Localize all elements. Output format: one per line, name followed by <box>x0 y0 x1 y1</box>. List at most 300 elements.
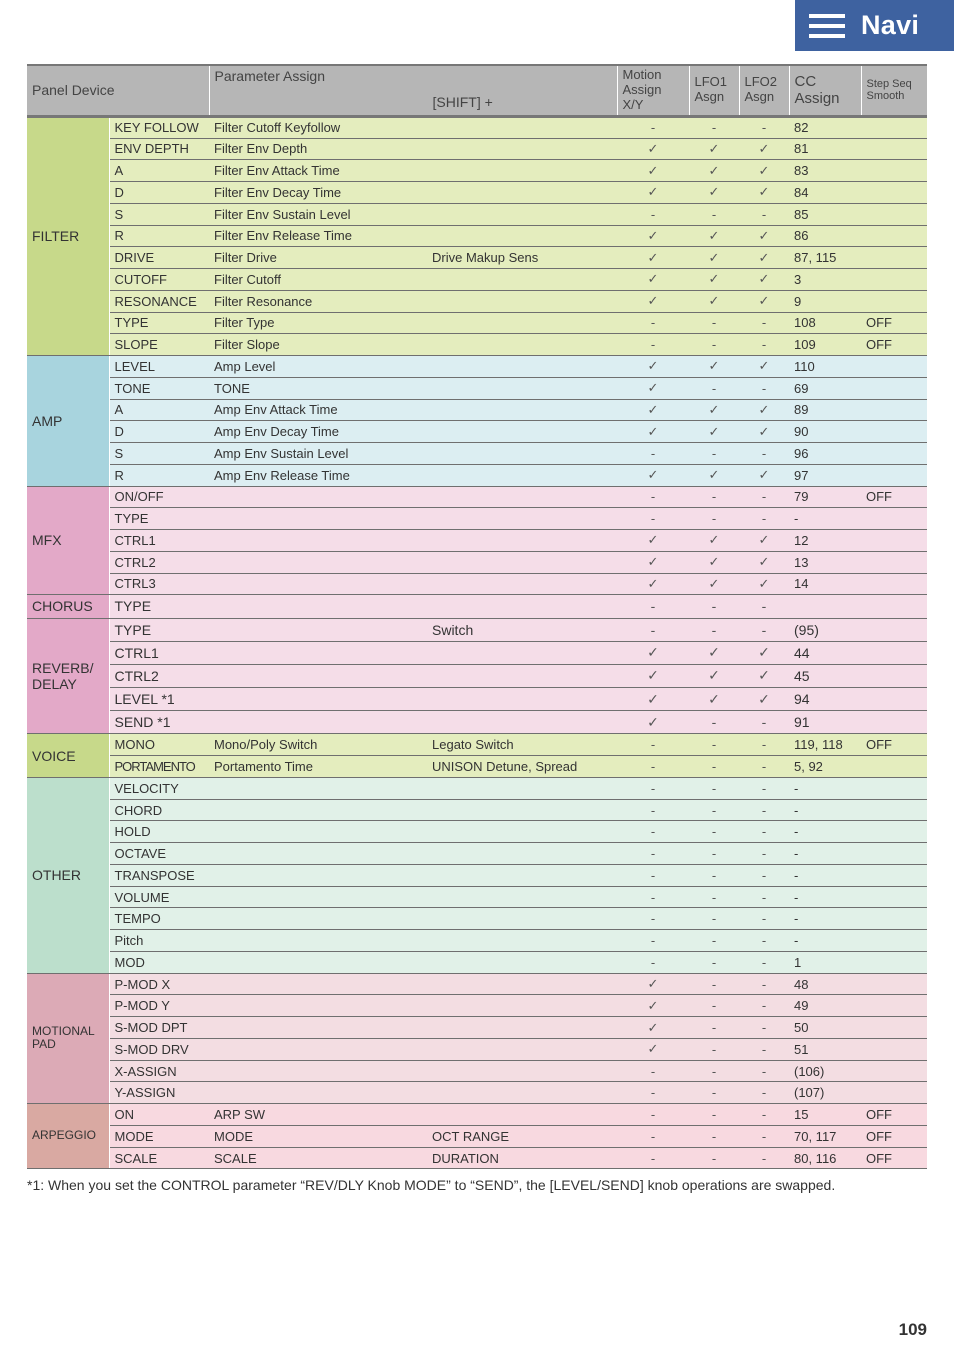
cc-cell: 86 <box>789 225 861 247</box>
smooth-cell <box>861 777 927 799</box>
device-cell: S <box>109 203 209 225</box>
motion-cell: - <box>617 1125 689 1147</box>
shift-cell <box>427 443 617 465</box>
device-cell: Pitch <box>109 930 209 952</box>
lfo2-cell: ✓ <box>739 269 789 291</box>
cc-cell: 84 <box>789 182 861 204</box>
lfo2-cell: ✓ <box>739 356 789 378</box>
lfo1-cell: - <box>689 1125 739 1147</box>
shift-cell <box>427 908 617 930</box>
lfo1-cell: - <box>689 377 739 399</box>
lfo1-cell: ✓ <box>689 664 739 687</box>
assign-cell <box>209 530 427 552</box>
lfo2-cell: - <box>739 995 789 1017</box>
shift-cell <box>427 160 617 182</box>
smooth-cell: OFF <box>861 1147 927 1169</box>
lfo2-cell: - <box>739 1082 789 1104</box>
lfo2-cell: - <box>739 711 789 734</box>
lfo2-cell: ✓ <box>739 464 789 486</box>
table-row <box>27 664 927 687</box>
cc-cell: 12 <box>789 530 861 552</box>
cc-cell: 109 <box>789 334 861 356</box>
header-cc-assign: CC Assign <box>789 65 861 116</box>
lfo2-cell: - <box>739 930 789 952</box>
device-cell: CTRL1 <box>109 530 209 552</box>
motion-cell: - <box>617 843 689 865</box>
shift-cell: Switch <box>427 618 617 641</box>
motion-cell: ✓ <box>617 1038 689 1060</box>
cc-cell: 51 <box>789 1038 861 1060</box>
shift-cell <box>427 886 617 908</box>
table-row <box>27 312 927 334</box>
cc-cell: (95) <box>789 618 861 641</box>
smooth-cell <box>861 688 927 711</box>
motion-cell: ✓ <box>617 138 689 160</box>
motion-cell: ✓ <box>617 711 689 734</box>
lfo2-cell: - <box>739 443 789 465</box>
table-row <box>27 356 927 378</box>
motion-cell: ✓ <box>617 225 689 247</box>
group-label: REVERB/ DELAY <box>27 618 109 734</box>
assign-cell <box>209 618 427 641</box>
lfo2-cell: - <box>739 908 789 930</box>
table-row <box>27 1017 927 1039</box>
menu-icon <box>809 11 845 41</box>
assign-cell <box>209 1017 427 1039</box>
lfo1-cell: ✓ <box>689 551 739 573</box>
shift-cell <box>427 1038 617 1060</box>
lfo1-cell: ✓ <box>689 530 739 552</box>
smooth-cell <box>861 799 927 821</box>
assign-cell <box>209 1082 427 1104</box>
device-cell: TYPE <box>109 595 209 618</box>
device-cell: S-MOD DPT <box>109 1017 209 1039</box>
lfo1-cell: - <box>689 595 739 618</box>
header-shift: [SHIFT] + <box>432 93 493 110</box>
header-parameter-assign-label: Parameter Assign <box>214 68 325 84</box>
device-cell: Y-ASSIGN <box>109 1082 209 1104</box>
lfo1-cell: - <box>689 734 739 756</box>
lfo1-cell: - <box>689 1017 739 1039</box>
lfo2-cell: - <box>739 334 789 356</box>
device-cell: CTRL3 <box>109 573 209 595</box>
lfo1-cell: - <box>689 799 739 821</box>
lfo2-cell: - <box>739 734 789 756</box>
smooth-cell <box>861 443 927 465</box>
assign-cell: Amp Level <box>209 356 427 378</box>
cc-cell: - <box>789 886 861 908</box>
shift-cell <box>427 664 617 687</box>
motion-cell: ✓ <box>617 290 689 312</box>
lfo1-cell: ✓ <box>689 688 739 711</box>
assign-cell: ARP SW <box>209 1104 427 1126</box>
cc-cell: - <box>789 908 861 930</box>
group-label: MFX <box>27 486 109 595</box>
shift-cell <box>427 551 617 573</box>
lfo2-cell: - <box>739 886 789 908</box>
lfo1-cell: ✓ <box>689 421 739 443</box>
assign-cell: Filter Env Sustain Level <box>209 203 427 225</box>
motion-cell: ✓ <box>617 182 689 204</box>
assign-cell <box>209 930 427 952</box>
assign-cell: Filter Env Depth <box>209 138 427 160</box>
cc-cell: 49 <box>789 995 861 1017</box>
cc-cell: - <box>789 843 861 865</box>
lfo1-cell: ✓ <box>689 247 739 269</box>
lfo2-cell: - <box>739 777 789 799</box>
motion-cell: - <box>617 312 689 334</box>
shift-cell <box>427 464 617 486</box>
device-cell: MONO <box>109 734 209 756</box>
table-row <box>27 1038 927 1060</box>
assign-cell: TONE <box>209 377 427 399</box>
motion-cell: ✓ <box>617 247 689 269</box>
motion-cell: - <box>617 334 689 356</box>
smooth-cell <box>861 1082 927 1104</box>
cc-cell: 89 <box>789 399 861 421</box>
lfo2-cell: - <box>739 799 789 821</box>
device-cell: TEMPO <box>109 908 209 930</box>
motion-cell: - <box>617 595 689 618</box>
cc-cell: 1 <box>789 951 861 973</box>
device-cell: P-MOD X <box>109 973 209 995</box>
shift-cell: UNISON Detune, Spread <box>427 756 617 778</box>
assign-cell <box>209 886 427 908</box>
lfo1-cell: - <box>689 973 739 995</box>
shift-cell <box>427 641 617 664</box>
device-cell: SLOPE <box>109 334 209 356</box>
device-cell: A <box>109 160 209 182</box>
group-label: CHORUS <box>27 595 109 618</box>
cc-cell: 69 <box>789 377 861 399</box>
table-row <box>27 688 927 711</box>
assign-cell: SCALE <box>209 1147 427 1169</box>
device-cell: R <box>109 225 209 247</box>
smooth-cell <box>861 1060 927 1082</box>
lfo1-cell: - <box>689 777 739 799</box>
table-row <box>27 799 927 821</box>
assign-cell <box>209 1060 427 1082</box>
smooth-cell <box>861 269 927 291</box>
lfo2-cell: - <box>739 508 789 530</box>
table-body <box>27 116 927 1169</box>
motion-cell: - <box>617 443 689 465</box>
group-label: ARPEGGIO <box>27 1104 109 1169</box>
table-row <box>27 595 927 618</box>
assign-cell <box>209 664 427 687</box>
header-lfo2: LFO2 Asgn <box>739 65 789 116</box>
assign-cell <box>209 995 427 1017</box>
table-row <box>27 777 927 799</box>
device-cell: S-MOD DRV <box>109 1038 209 1060</box>
cc-cell: 87, 115 <box>789 247 861 269</box>
smooth-cell <box>861 116 927 138</box>
shift-cell <box>427 116 617 138</box>
lfo1-cell: - <box>689 756 739 778</box>
lfo1-cell: - <box>689 486 739 508</box>
assign-cell <box>209 864 427 886</box>
smooth-cell <box>861 508 927 530</box>
cc-cell: 50 <box>789 1017 861 1039</box>
shift-cell <box>427 573 617 595</box>
group-label: FILTER <box>27 116 109 355</box>
shift-cell <box>427 356 617 378</box>
table-row <box>27 734 927 756</box>
lfo2-cell: ✓ <box>739 138 789 160</box>
table-row <box>27 486 927 508</box>
cc-cell: 97 <box>789 464 861 486</box>
lfo1-cell: - <box>689 1060 739 1082</box>
lfo2-cell: - <box>739 1125 789 1147</box>
cc-cell: (107) <box>789 1082 861 1104</box>
cc-cell: 45 <box>789 664 861 687</box>
assign-cell <box>209 595 427 618</box>
device-cell: ON/OFF <box>109 486 209 508</box>
lfo2-cell: - <box>739 595 789 618</box>
header-step-seq-smooth: Step Seq Smooth <box>861 65 927 116</box>
header-parameter-assign <box>209 65 617 116</box>
table-row <box>27 1082 927 1104</box>
table-row <box>27 973 927 995</box>
motion-cell: - <box>617 508 689 530</box>
lfo2-cell: ✓ <box>739 641 789 664</box>
assign-cell: Filter Cutoff <box>209 269 427 291</box>
smooth-cell <box>861 886 927 908</box>
shift-cell <box>427 973 617 995</box>
shift-cell <box>427 951 617 973</box>
smooth-cell <box>861 951 927 973</box>
lfo2-cell: ✓ <box>739 160 789 182</box>
cc-cell: 80, 116 <box>789 1147 861 1169</box>
device-cell: D <box>109 182 209 204</box>
assign-cell <box>209 799 427 821</box>
assign-cell: Filter Resonance <box>209 290 427 312</box>
cc-cell: 108 <box>789 312 861 334</box>
assign-cell: Filter Slope <box>209 334 427 356</box>
table-row <box>27 116 927 138</box>
smooth-cell <box>861 421 927 443</box>
cc-cell: 94 <box>789 688 861 711</box>
lfo2-cell: - <box>739 1017 789 1039</box>
device-cell: CTRL2 <box>109 551 209 573</box>
cc-cell: (106) <box>789 1060 861 1082</box>
table-row <box>27 247 927 269</box>
header-motion-assign: Motion Assign X/Y <box>617 65 689 116</box>
lfo2-cell: - <box>739 618 789 641</box>
group-label: OTHER <box>27 777 109 973</box>
motion-cell: - <box>617 486 689 508</box>
device-cell: TYPE <box>109 508 209 530</box>
assign-cell: Mono/Poly Switch <box>209 734 427 756</box>
shift-cell <box>427 688 617 711</box>
group-label: MOTIONAL PAD <box>27 973 109 1104</box>
table-row <box>27 508 927 530</box>
navi-button[interactable] <box>795 0 954 51</box>
lfo1-cell: - <box>689 821 739 843</box>
assign-cell <box>209 1038 427 1060</box>
cc-cell: 91 <box>789 711 861 734</box>
device-cell: VELOCITY <box>109 777 209 799</box>
lfo2-cell: - <box>739 312 789 334</box>
cc-cell: - <box>789 508 861 530</box>
motion-cell: ✓ <box>617 160 689 182</box>
smooth-cell <box>861 756 927 778</box>
group-label: VOICE <box>27 734 109 778</box>
lfo1-cell: ✓ <box>689 464 739 486</box>
smooth-cell <box>861 973 927 995</box>
assign-cell <box>209 641 427 664</box>
header-lfo1: LFO1 Asgn <box>689 65 739 116</box>
motion-cell: - <box>617 951 689 973</box>
motion-cell: ✓ <box>617 688 689 711</box>
assign-cell <box>209 573 427 595</box>
device-cell: X-ASSIGN <box>109 1060 209 1082</box>
smooth-cell <box>861 573 927 595</box>
lfo2-cell: - <box>739 973 789 995</box>
assign-cell: Filter Drive <box>209 247 427 269</box>
device-cell: S <box>109 443 209 465</box>
lfo2-cell: ✓ <box>739 225 789 247</box>
table-row <box>27 443 927 465</box>
shift-cell <box>427 864 617 886</box>
motion-cell: ✓ <box>617 377 689 399</box>
lfo2-cell: ✓ <box>739 421 789 443</box>
lfo2-cell: - <box>739 377 789 399</box>
device-cell: RESONANCE <box>109 290 209 312</box>
shift-cell <box>427 399 617 421</box>
shift-cell <box>427 777 617 799</box>
table-row <box>27 421 927 443</box>
cc-cell: 90 <box>789 421 861 443</box>
cc-cell: 48 <box>789 973 861 995</box>
lfo1-cell: - <box>689 1104 739 1126</box>
shift-cell <box>427 312 617 334</box>
cc-cell: 15 <box>789 1104 861 1126</box>
assign-cell: Amp Env Attack Time <box>209 399 427 421</box>
motion-cell: - <box>617 618 689 641</box>
lfo2-cell: - <box>739 951 789 973</box>
smooth-cell <box>861 930 927 952</box>
motion-cell: - <box>617 821 689 843</box>
assign-cell: Filter Env Attack Time <box>209 160 427 182</box>
assign-cell: Filter Cutoff Keyfollow <box>209 116 427 138</box>
lfo2-cell: - <box>739 486 789 508</box>
device-cell: MOD <box>109 951 209 973</box>
assign-cell: Filter Env Release Time <box>209 225 427 247</box>
motion-cell: - <box>617 1060 689 1082</box>
assign-cell <box>209 551 427 573</box>
motion-cell: - <box>617 1082 689 1104</box>
table-row <box>27 1147 927 1169</box>
lfo1-cell: - <box>689 1038 739 1060</box>
table-row <box>27 334 927 356</box>
lfo2-cell: ✓ <box>739 664 789 687</box>
lfo2-cell: ✓ <box>739 247 789 269</box>
device-cell: CUTOFF <box>109 269 209 291</box>
table-row <box>27 290 927 312</box>
device-cell: CTRL1 <box>109 641 209 664</box>
shift-cell <box>427 1017 617 1039</box>
device-cell: TONE <box>109 377 209 399</box>
motion-cell: ✓ <box>617 399 689 421</box>
shift-cell <box>427 843 617 865</box>
shift-cell <box>427 1060 617 1082</box>
smooth-cell: OFF <box>861 334 927 356</box>
assign-cell: Filter Env Decay Time <box>209 182 427 204</box>
shift-cell <box>427 203 617 225</box>
cc-cell: 85 <box>789 203 861 225</box>
lfo2-cell: ✓ <box>739 290 789 312</box>
table-row <box>27 930 927 952</box>
lfo2-cell: - <box>739 864 789 886</box>
lfo1-cell: - <box>689 908 739 930</box>
motion-cell: - <box>617 908 689 930</box>
lfo1-cell: - <box>689 334 739 356</box>
motion-cell: - <box>617 930 689 952</box>
cc-cell: 96 <box>789 443 861 465</box>
assign-cell <box>209 973 427 995</box>
lfo2-cell: - <box>739 756 789 778</box>
lfo2-cell: ✓ <box>739 688 789 711</box>
cc-cell: 3 <box>789 269 861 291</box>
assign-cell <box>209 508 427 530</box>
shift-cell <box>427 225 617 247</box>
table-row <box>27 377 927 399</box>
shift-cell: Drive Makup Sens <box>427 247 617 269</box>
assign-cell <box>209 821 427 843</box>
shift-cell <box>427 1104 617 1126</box>
table-row <box>27 618 927 641</box>
motion-cell: ✓ <box>617 1017 689 1039</box>
smooth-cell <box>861 1017 927 1039</box>
lfo2-cell: ✓ <box>739 530 789 552</box>
smooth-cell <box>861 664 927 687</box>
table-row <box>27 908 927 930</box>
device-cell: VOLUME <box>109 886 209 908</box>
motion-cell: ✓ <box>617 551 689 573</box>
lfo1-cell: ✓ <box>689 641 739 664</box>
device-cell: TRANSPOSE <box>109 864 209 886</box>
lfo1-cell: - <box>689 995 739 1017</box>
lfo2-cell: - <box>739 203 789 225</box>
assign-cell: MODE <box>209 1125 427 1147</box>
table-row <box>27 864 927 886</box>
smooth-cell <box>861 995 927 1017</box>
device-cell: LEVEL <box>109 356 209 378</box>
smooth-cell: OFF <box>861 486 927 508</box>
lfo2-cell: ✓ <box>739 573 789 595</box>
cc-cell: 79 <box>789 486 861 508</box>
device-cell: HOLD <box>109 821 209 843</box>
lfo1-cell: ✓ <box>689 399 739 421</box>
table-row <box>27 995 927 1017</box>
shift-cell: DURATION <box>427 1147 617 1169</box>
motion-cell: ✓ <box>617 421 689 443</box>
shift-cell <box>427 995 617 1017</box>
smooth-cell <box>861 225 927 247</box>
smooth-cell <box>861 203 927 225</box>
device-cell: PORTAMENTO <box>109 756 209 778</box>
cc-cell: 13 <box>789 551 861 573</box>
assign-cell: Amp Env Decay Time <box>209 421 427 443</box>
motion-cell: ✓ <box>617 641 689 664</box>
shift-cell <box>427 821 617 843</box>
device-cell: OCTAVE <box>109 843 209 865</box>
assign-cell <box>209 777 427 799</box>
lfo1-cell: ✓ <box>689 290 739 312</box>
parameter-table <box>27 64 927 1169</box>
smooth-cell <box>861 551 927 573</box>
